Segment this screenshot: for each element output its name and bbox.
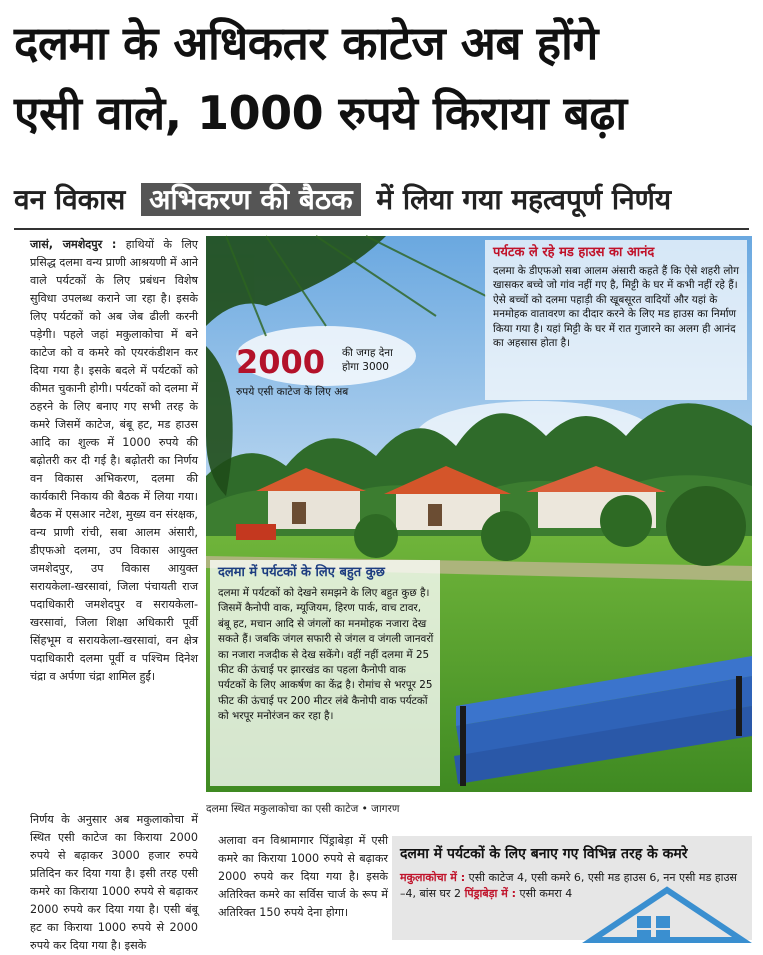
mud-house-title: पर्यटक ले रहे मड हाउस का आनंद xyxy=(493,245,655,260)
price-number: 2000 xyxy=(236,343,326,381)
subheadline xyxy=(14,176,754,224)
rooms-info-title: दलमा में पर्यटकों के लिए बनाए गए विभिन्न तरह के कमरे xyxy=(400,846,688,862)
subhead-highlight: अभिकरण की बैठक xyxy=(141,183,361,216)
article-para-2: निर्णय के अनुसार अब मकुलाकोचा में स्थित एसी काटेज का किराया 2000 रुपये से बढ़ाकर 3000 हजार रुपये प्रतिदिन कर दिया गया है। इसी तरह एसी कमरे का किराया 1000 रुपये से बढ़ाकर 2000 रुपये कर दिया गया है। एसी बंबू हट का किराया 1000 रुपये से 2000 रुपये कर दिया गया है। इसके xyxy=(30,813,198,953)
attractions-box xyxy=(210,560,440,786)
house-illustration-icon xyxy=(582,880,752,940)
price-text-bottom: रुपये एसी काटेज के लिए अब xyxy=(236,386,349,398)
article-column-left-lower xyxy=(30,800,198,953)
mud-house-box xyxy=(485,240,747,400)
location-makulakocha-rooms: एसी काटेज 4, एसी कमरे 6, एसी मड हाउस 6, नन एसी मड हाउस –4, बांस घर 2 xyxy=(400,871,737,900)
price-text-top: की जगह देना होगा 3000 xyxy=(342,347,393,373)
mud-house-text: दलमा के डीएफओ सबा आलम अंसारी कहते हैं कि ऐसे शहरी लोग खासकर बच्चे जो गांव नहीं गए है, मिट्टी के घर में कभी नहीं रहे हैं। ऐसे बच्चों को दलमा पहाड़ी की खूबसूरत वादियों और यहां के मनमोहक वातावरण का दीदार करने के लिए मड हाउस का निर्माण किया गया है। यहां मिट्टी के घर में रात गुजारने का अलग ही आनंद का अहसास होता है। xyxy=(493,265,740,350)
photo-caption: दलमा स्थित मकुलाकोचा का एसी काटेज • जागरण xyxy=(206,803,400,815)
divider xyxy=(14,228,749,230)
article-column-left xyxy=(30,236,198,796)
headline-line-1: दलमा के अधिकतर काटेज अब होंगे xyxy=(14,16,598,70)
article-column-middle xyxy=(218,832,388,942)
rooms-info-box xyxy=(392,836,752,940)
article-para-1: हाथियों के लिए प्रसिद्ध दलमा वन्य प्राणी आश्रयणी में आने वाले पर्यटकों के लिए प्रबंधन विशेष सुविधा उपलब्ध कराने जा रहा है। इसके लिए पर्यटकों को अब जेब ढीली करनी पड़ेगी। पहले जहां मकुलाकोचा में बने काटेज को व कमरे को एयरकंडीशन कर दिया गया है। इसके बदले में पर्यटकों को कीमत चुकानी होगी। पर्यटकों को दलमा में ठहरने के लिए बनाए गए सभी तरह के कमरे जिसमें काटेज, बंबू हट, मड हाउस आदि का शुल्क में 1000 रुपये की बढ़ोतरी कर दी गई है। बढ़ोतरी का निर्णय वन विकास अभिकरण, दलमा की कार्यकारी निकाय की बैठक में लिया गया। बैठक में एसआर नटेश, मुख्य वन संरक्षक, वन्य प्राणी रांची, सबा आलम अंसारी, डीएफओ दलमा, उप विकास आयुक्त जमशेदपुर, उप विकास आयुक्त सरायकेला-खरसावां, जिला पंचायती राज पदाधिकारी जमशेदपुर व सरायकेला-खरसावां, जिला शिक्षा अधिकारी पूर्वी सिंहभूम व सरायकेला-खरसावां, वन क्षेत्र पदाधिकारी दलमा पूर्वी व पश्चिम दिनेश चंद्रा व अर्पणा चंद्रा शामिल हुईं। xyxy=(30,238,198,683)
price-callout xyxy=(236,343,396,413)
location-pindrabeda-rooms: एसी कमरा 4 xyxy=(519,887,573,900)
headline-line-2: एसी वाले, 1000 रुपये किराया बढ़ा xyxy=(14,86,627,140)
location-makulakocha: मकुलाकोचा में : xyxy=(400,871,466,884)
dateline: जासं, जमशेदपुर : xyxy=(30,238,117,251)
attractions-title: दलमा में पर्यटकों के लिए बहुत कुछ xyxy=(218,565,385,580)
attractions-text: दलमा में पर्यटकों को देखने समझने के लिए बहुत कुछ है। जिसमें कैनोपी वाक, म्यूजियम, हिरण पार्क, वाच टावर, बंबू हट, मचान आदि से जंगलों का मनमोहक नजारा देख सकते हैं। जबकि जंगल सफारी से जंगल व जंगली जानवरों का नजारा नजदीक से देख सकेंगे। वहीं नहीं दलमा में 25 फीट की ऊंचाई पर झारखंड का पहला कैनोपी वाक पर्यटकों के लिए आकर्षण का केंद्र है। रोमांच से भरपूर 25 फीट की ऊंचाई पर 200 मीटर लंबे कैनोपी वाक पर्यटकों को भरपूर मनोरंजन कर रहा है। xyxy=(218,587,434,723)
subhead-pre: वन विकास xyxy=(14,183,126,216)
subhead-post: में लिया गया महत्वपूर्ण निर्णय xyxy=(376,183,672,216)
location-pindrabeda: पिंड्राबेड़ा में : xyxy=(464,887,517,900)
article-para-3: अलावा वन विश्रामागार पिंड्राबेड़ा में एसी कमरे का किराया 1000 रुपये से बढ़ाकर 2000 रुपये कर दिया गया है। इसके अतिरिक्त कमरे का सर्विस चार्ज के रूप में अतिरिक्त 150 रुपये देना होगा। xyxy=(218,834,388,919)
headline xyxy=(14,8,754,148)
